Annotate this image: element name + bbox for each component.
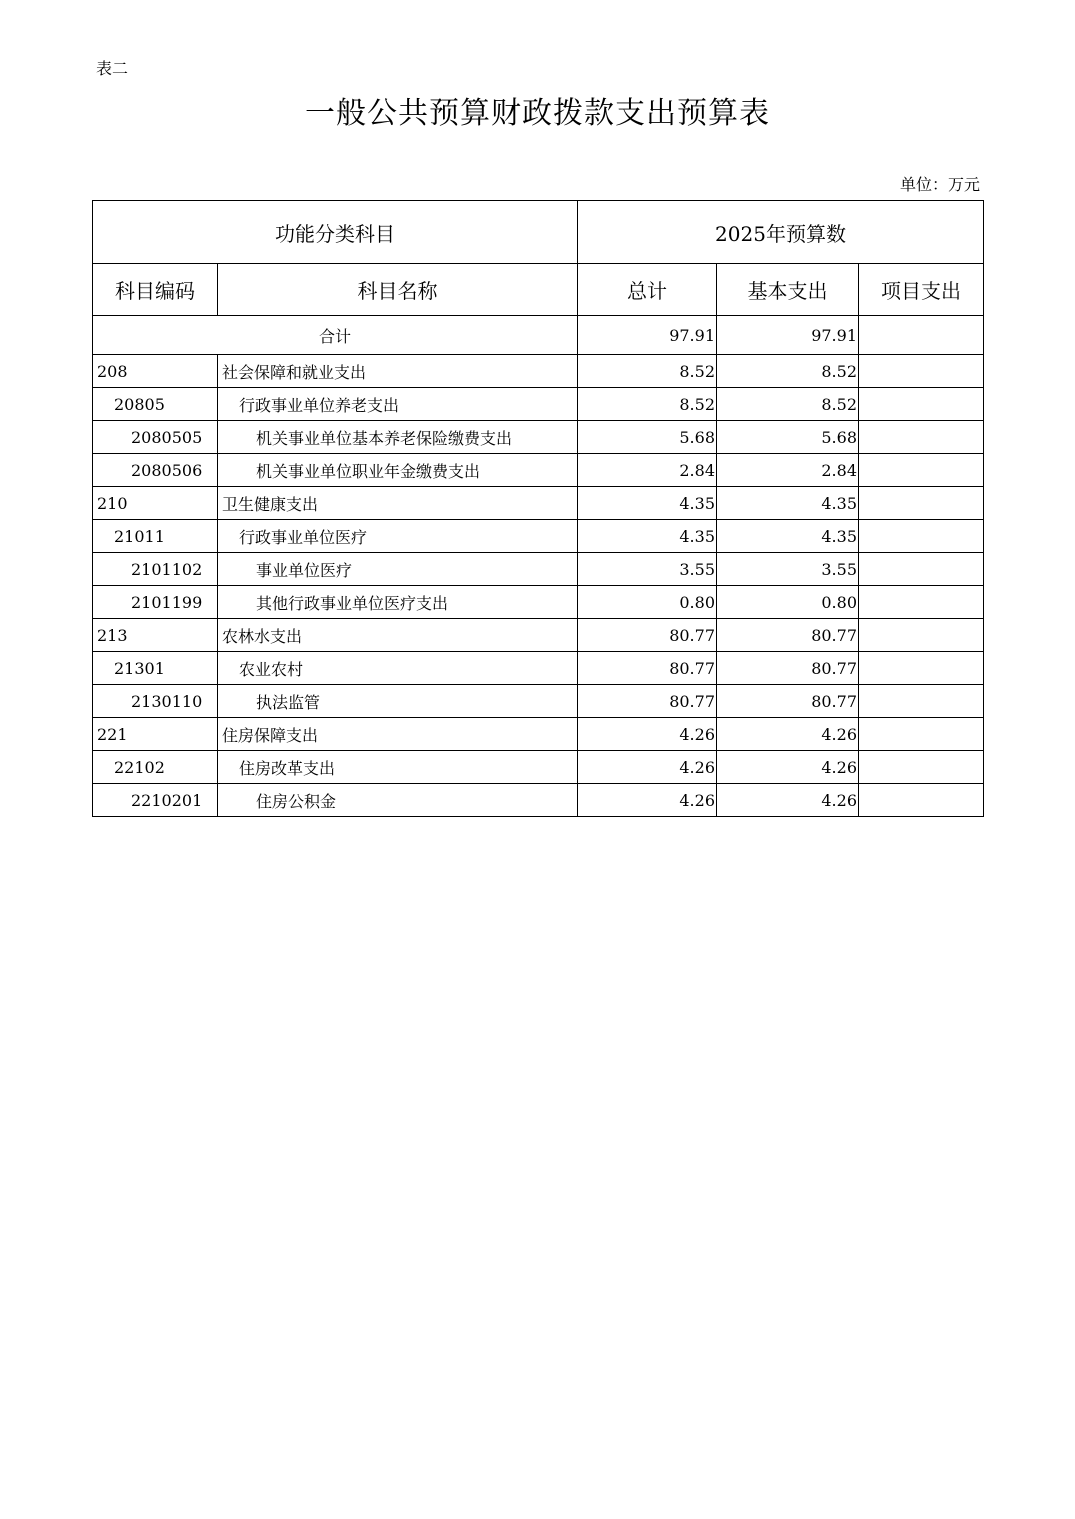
subject-code: 2080506 bbox=[93, 454, 218, 487]
row-project bbox=[859, 421, 984, 454]
table-number: 表二 bbox=[96, 59, 129, 78]
row-basic: 0.80 bbox=[717, 586, 859, 619]
row-total: 8.52 bbox=[578, 388, 717, 421]
row-project bbox=[859, 784, 984, 817]
table-row bbox=[93, 520, 984, 553]
subject-code: 22102 bbox=[93, 751, 218, 784]
row-total: 80.77 bbox=[578, 685, 717, 718]
table-row bbox=[93, 487, 984, 520]
row-total: 80.77 bbox=[578, 619, 717, 652]
subject-code: 20805 bbox=[93, 388, 218, 421]
table-row bbox=[93, 619, 984, 652]
table-row bbox=[93, 388, 984, 421]
table-row bbox=[93, 784, 984, 817]
row-total: 4.26 bbox=[578, 784, 717, 817]
total-label: 合计 bbox=[93, 316, 578, 355]
row-project bbox=[859, 619, 984, 652]
row-total: 0.80 bbox=[578, 586, 717, 619]
row-total: 2.84 bbox=[578, 454, 717, 487]
subject-code: 210 bbox=[93, 487, 218, 520]
table-row bbox=[93, 553, 984, 586]
row-project bbox=[859, 454, 984, 487]
row-total: 80.77 bbox=[578, 652, 717, 685]
subject-code: 213 bbox=[93, 619, 218, 652]
column-header-total: 总计 bbox=[578, 264, 717, 316]
row-basic: 80.77 bbox=[717, 685, 859, 718]
row-basic: 8.52 bbox=[717, 355, 859, 388]
subject-code: 2080505 bbox=[93, 421, 218, 454]
row-basic: 3.55 bbox=[717, 553, 859, 586]
row-project bbox=[859, 718, 984, 751]
total-amount: 97.91 bbox=[578, 316, 717, 355]
total-row bbox=[93, 316, 984, 355]
subject-code: 2210201 bbox=[93, 784, 218, 817]
table-row bbox=[93, 454, 984, 487]
row-basic: 80.77 bbox=[717, 652, 859, 685]
header-row-columns bbox=[93, 264, 984, 316]
subject-name: 社会保障和就业支出 bbox=[218, 355, 578, 388]
row-basic: 4.26 bbox=[717, 718, 859, 751]
header-row-group bbox=[93, 201, 984, 264]
total-basic: 97.91 bbox=[717, 316, 859, 355]
column-header-name: 科目名称 bbox=[218, 264, 578, 316]
row-basic: 4.26 bbox=[717, 751, 859, 784]
subject-name: 农业农村 bbox=[218, 652, 578, 685]
row-basic: 8.52 bbox=[717, 388, 859, 421]
column-header-code: 科目编码 bbox=[93, 264, 218, 316]
subject-name: 住房保障支出 bbox=[218, 718, 578, 751]
subject-name: 卫生健康支出 bbox=[218, 487, 578, 520]
table-row bbox=[93, 652, 984, 685]
row-project bbox=[859, 652, 984, 685]
column-group-functional-category: 功能分类科目 bbox=[93, 201, 578, 264]
subject-name: 机关事业单位基本养老保险缴费支出 bbox=[218, 421, 578, 454]
subject-code: 208 bbox=[93, 355, 218, 388]
row-basic: 4.35 bbox=[717, 520, 859, 553]
subject-name: 住房改革支出 bbox=[218, 751, 578, 784]
row-project bbox=[859, 355, 984, 388]
row-basic: 4.35 bbox=[717, 487, 859, 520]
table-row bbox=[93, 685, 984, 718]
subject-name: 住房公积金 bbox=[218, 784, 578, 817]
row-total: 4.35 bbox=[578, 520, 717, 553]
table-row bbox=[93, 586, 984, 619]
subject-name: 行政事业单位养老支出 bbox=[218, 388, 578, 421]
row-total: 8.52 bbox=[578, 355, 717, 388]
subject-name: 农林水支出 bbox=[218, 619, 578, 652]
column-group-budget-2025: 2025年预算数 bbox=[578, 201, 984, 264]
row-total: 4.35 bbox=[578, 487, 717, 520]
budget-table bbox=[92, 200, 984, 817]
subject-name: 执法监管 bbox=[218, 685, 578, 718]
unit-label: 单位：万元 bbox=[899, 175, 980, 194]
subject-code: 2130110 bbox=[93, 685, 218, 718]
row-project bbox=[859, 487, 984, 520]
table-row bbox=[93, 355, 984, 388]
subject-name: 事业单位医疗 bbox=[218, 553, 578, 586]
table-row bbox=[93, 421, 984, 454]
subject-code: 2101102 bbox=[93, 553, 218, 586]
row-basic: 80.77 bbox=[717, 619, 859, 652]
column-header-basic: 基本支出 bbox=[717, 264, 859, 316]
row-project bbox=[859, 685, 984, 718]
subject-code: 21301 bbox=[93, 652, 218, 685]
row-project bbox=[859, 388, 984, 421]
row-basic: 2.84 bbox=[717, 454, 859, 487]
subject-code: 2101199 bbox=[93, 586, 218, 619]
row-total: 4.26 bbox=[578, 718, 717, 751]
row-total: 3.55 bbox=[578, 553, 717, 586]
table-row bbox=[93, 751, 984, 784]
subject-name: 机关事业单位职业年金缴费支出 bbox=[218, 454, 578, 487]
row-basic: 5.68 bbox=[717, 421, 859, 454]
subject-name: 行政事业单位医疗 bbox=[218, 520, 578, 553]
subject-code: 21011 bbox=[93, 520, 218, 553]
subject-name: 其他行政事业单位医疗支出 bbox=[218, 586, 578, 619]
subject-code: 221 bbox=[93, 718, 218, 751]
row-project bbox=[859, 553, 984, 586]
row-project bbox=[859, 586, 984, 619]
column-header-project: 项目支出 bbox=[859, 264, 984, 316]
row-project bbox=[859, 751, 984, 784]
page-title: 一般公共预算财政拨款支出预算表 bbox=[305, 96, 770, 131]
row-project bbox=[859, 520, 984, 553]
total-project bbox=[859, 316, 984, 355]
row-total: 5.68 bbox=[578, 421, 717, 454]
row-basic: 4.26 bbox=[717, 784, 859, 817]
table-row bbox=[93, 718, 984, 751]
row-total: 4.26 bbox=[578, 751, 717, 784]
